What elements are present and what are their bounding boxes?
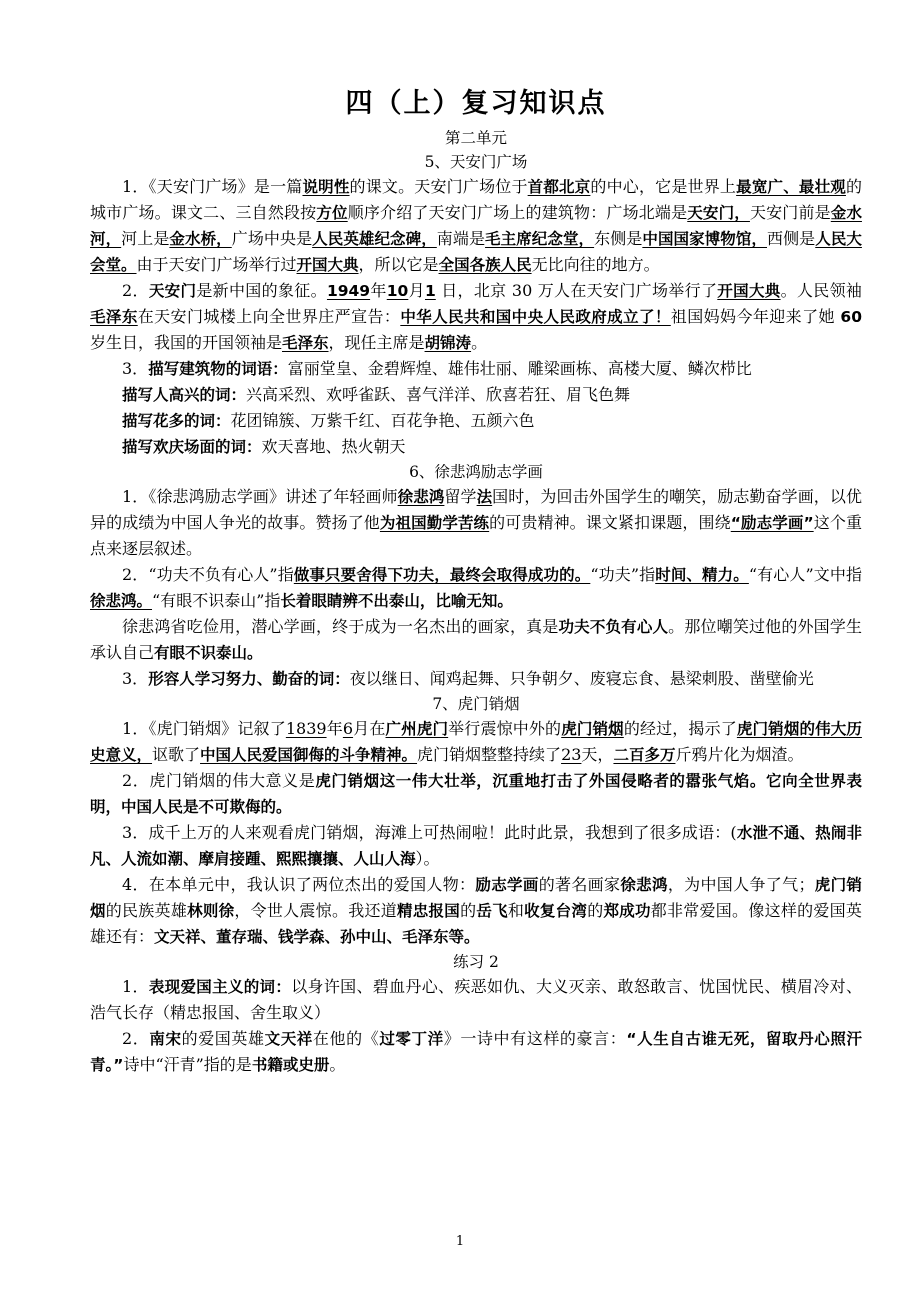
text-run: 的城市广场。课文二、三自然段按 [90, 177, 862, 222]
text-run: 月在 [353, 719, 386, 738]
key-point-underlined: 徐悲鸿 [397, 488, 445, 506]
key-point-underlined: 1949 [326, 282, 371, 300]
key-point-underlined: 法 [476, 488, 493, 506]
key-point-underlined: 10 [386, 282, 409, 300]
key-point-underlined: 中国国家博物馆， [642, 230, 767, 248]
text-run: 的经过，揭示了 [623, 719, 737, 738]
key-point-bold: “人生自古谁无死，留取丹心照汗青。” [90, 1030, 862, 1074]
lesson5-heading: 5、天安门广场 [424, 153, 528, 171]
key-point-underlined: 天安门， [687, 204, 750, 222]
text-run: 的可贵精神。课文紧扣课题，围绕 [489, 513, 731, 532]
text-run: ）。 [415, 849, 440, 868]
text-run: 兴高采烈、欢呼雀跃、喜气洋洋、欣喜若狂、眉飞色舞 [246, 385, 631, 404]
text-run: 斤鸦片化为烟渣。 [675, 745, 804, 764]
key-point-bold: 天安门 [148, 282, 197, 300]
lesson6-paragraph-3 [90, 666, 862, 692]
key-point-underlined: 人民英雄纪念碑， [312, 230, 437, 248]
text-run: 的民族英雄 [105, 901, 188, 920]
text-run: 欢天喜地、热火朝天 [261, 437, 406, 456]
lesson5-paragraph-3d [90, 434, 862, 460]
text-run: 广场中央是 [231, 229, 313, 248]
lesson7-paragraph-4 [90, 872, 862, 950]
key-point-bold: 60 [840, 308, 862, 326]
text-run: 夜以继日、闻鸡起舞、只争朝夕、废寝忘食、悬梁刺股、凿壁偷光 [349, 669, 814, 688]
text-run: 富丽堂皇、金碧辉煌、雄伟壮丽、雕梁画栋、高楼大厦、鳞次栉比 [287, 359, 752, 378]
page-number: 1 [455, 1234, 465, 1249]
key-point-underlined: 为祖国勤学苦练 [379, 514, 490, 532]
key-point-underlined: 二百多万 [613, 746, 676, 764]
text-run: 。 [471, 333, 488, 352]
key-point-underlined: 中国人民爱国御侮的斗争精神。 [200, 746, 418, 764]
text-run: 南端是 [436, 229, 486, 248]
text-run: 4．在本单元中，我认识了两位杰出的爱国人物： [122, 875, 476, 894]
text-run: 河上是 [121, 229, 170, 248]
text-run: 1．《徐悲鸿励志学画》讲述了年轻画师 [122, 487, 398, 506]
text-run: 和 [507, 901, 525, 920]
key-point-underlined: 最宽广、最壮观 [736, 178, 846, 196]
key-point-bold: 书籍或史册 [251, 1056, 330, 1074]
key-point-bold: 收复台湾 [524, 902, 588, 920]
text-run: 天安门前是 [749, 203, 831, 222]
key-point-underlined: 人民大会堂。 [90, 230, 862, 274]
key-point-underlined: 徐悲鸿。 [90, 592, 153, 610]
key-point-bold: 徐悲鸿 [620, 876, 668, 894]
text-run: 在天安门城楼上向全世界庄严宣告： [137, 307, 401, 326]
lesson7-heading: 7、虎门销烟 [432, 695, 520, 713]
key-point-underlined: 虎门销烟 [561, 720, 624, 738]
text-run: ，为中国人争了气； [667, 875, 815, 894]
lesson6-paragraph-1 [90, 484, 862, 562]
text-run: 花团锦簇、万紫千红、百花争艳、五颜六色 [230, 411, 535, 430]
lesson6-paragraph-2 [90, 562, 862, 614]
text-run: 。 [329, 1055, 346, 1074]
key-point-bold: 文天祥 [264, 1030, 313, 1048]
key-point-underlined: 说明性 [302, 178, 350, 196]
text-run: 3． [122, 359, 149, 378]
text-run: ，令世人震惊。我还道 [234, 901, 397, 920]
text-run: 的著名画家 [538, 875, 621, 894]
key-point-underlined: 胡锦涛 [424, 334, 472, 352]
key-point-underlined: 方位 [316, 204, 348, 222]
lesson5-paragraph-3 [90, 356, 862, 382]
key-point-bold: 岳飞 [476, 902, 508, 920]
text-run: 天， [581, 745, 614, 764]
page-title: 四（上）复习知识点 [345, 88, 607, 119]
text-run: 1839 [285, 719, 327, 738]
practice2-paragraph-1 [90, 974, 862, 1026]
text-run: 在他的《 [312, 1029, 380, 1048]
text-run: 的 [460, 901, 477, 920]
key-point-underlined: 时间、精力。 [655, 566, 749, 584]
lesson5-paragraph-2 [90, 278, 862, 356]
text-run: 的课文。天安门广场位于 [349, 177, 528, 196]
text-run: “有心人”文中指 [748, 565, 862, 584]
lesson5-paragraph-3c [90, 408, 862, 434]
text-run: 举行震惊中外的 [448, 719, 562, 738]
key-point-bold: 功夫不负有心人 [558, 618, 669, 636]
text-run: 2． [122, 1029, 150, 1048]
lesson7-paragraph-3 [90, 820, 862, 872]
text-run: 3． [122, 669, 149, 688]
unit-heading: 第二单元 [444, 129, 507, 147]
text-run: 留学 [444, 487, 477, 506]
practice2-paragraph-2 [90, 1026, 862, 1078]
lesson5-paragraph-1 [90, 174, 862, 278]
text-run: 西侧是 [767, 229, 816, 248]
text-run: 讴歌了 [152, 745, 201, 764]
key-point-bold: 描写欢庆场面的词： [122, 438, 262, 456]
key-point-underlined: “励志学画” [730, 514, 814, 532]
text-run: 年 [370, 281, 387, 300]
key-point-bold: 有眼不识泰山。 [154, 644, 263, 662]
text-run: 1．《天安门广场》是一篇 [122, 177, 303, 196]
key-point-bold: 表现爱国主义的词： [148, 978, 292, 996]
key-point-underlined: 全国各族人民 [438, 256, 532, 274]
text-run: 2． [122, 281, 149, 300]
text-run: 都非常爱国。像这样的爱国英雄还有： [90, 901, 862, 946]
key-point-bold: 过零丁洋 [379, 1030, 444, 1048]
text-run: ，现任主席是 [328, 333, 425, 352]
key-point-bold: 文天祥、董存瑞、钱学森、孙中山、毛泽东等。 [154, 928, 480, 946]
text-run: 年 [326, 719, 343, 738]
text-run: 。人民领袖 [780, 281, 862, 300]
text-run: 徐悲鸿省吃俭用，潜心学画，终于成为一名杰出的画家，真是 [122, 617, 559, 636]
text-run: 6 [342, 719, 354, 738]
text-run: 由于天安门广场举行过 [136, 255, 297, 274]
key-point-underlined: 首都北京 [527, 178, 591, 196]
text-run: 岁生日，我国的开国领袖是 [90, 333, 283, 352]
key-point-underlined: 开国大典 [717, 282, 781, 300]
key-point-bold: 励志学画 [475, 876, 539, 894]
key-point-bold: 精忠报国 [397, 902, 461, 920]
key-point-underlined: 虎门销烟的伟大历史意义， [90, 720, 862, 764]
key-point-bold: 南宋 [149, 1030, 182, 1048]
text-run: 以身许国、碧血丹心、疾恶如仇、大义灭亲、敢怒敢言、忧国忧民、横眉冷对、浩气长存（精忠报国、舍生取义） [90, 977, 862, 1022]
key-point-bold: 虎门销烟 [90, 876, 862, 920]
key-point-underlined: 金水河， [90, 204, 862, 248]
key-point-bold: 郑成功 [603, 902, 651, 920]
key-point-underlined: 毛泽东 [282, 334, 329, 352]
document-page [90, 0, 862, 1078]
text-run: 祖国妈妈今年迎来了她 [670, 307, 841, 326]
key-point-bold: 长着眼睛辨不出泰山，比喻无知。 [280, 592, 513, 610]
text-run: 23 [561, 745, 582, 764]
key-point-underlined: 金水桥， [169, 230, 232, 248]
text-run: 这个重点来逐层叙述。 [90, 513, 862, 558]
key-point-bold: 描写建筑物的词语： [148, 360, 288, 378]
text-run: 月 [408, 281, 425, 300]
key-point-bold: 描写人高兴的词： [122, 386, 247, 404]
text-run: 国时，为回击外国学生的嘲笑，励志勤奋学画，以优异的成绩为中国人争光的故事。赞扬了他 [90, 487, 862, 532]
key-point-underlined: 广州虎门 [385, 720, 449, 738]
key-point-underlined: 开国大典 [296, 256, 359, 274]
text-run: 》一诗中有这样的豪言： [443, 1029, 627, 1048]
text-run: 3．成千上万的人来观看虎门销烟，海滩上可热闹啦！此时此景，我想到了很多成语：( [122, 823, 737, 842]
text-run: 的 [587, 901, 604, 920]
key-point-bold: 水泄不通、热闹非凡、人流如潮、摩肩接踵、熙熙攘攘、人山人海 [90, 824, 862, 868]
text-run: 2．“功夫不负有心人”指 [122, 565, 294, 584]
key-point-underlined: 做事只要舍得下功夫，最终会取得成功的。 [293, 566, 591, 584]
lesson6-heading: 6、徐悲鸿励志学画 [409, 463, 543, 481]
text-run: 东侧是 [594, 229, 643, 248]
text-run: 1． [122, 977, 149, 996]
text-run: 诗中“汗青”指的是 [123, 1055, 252, 1074]
key-point-bold: 林则徐 [187, 902, 235, 920]
text-run: 2．虎门销烟的伟大意义是 [122, 771, 316, 790]
key-point-bold: 形容人学习努力、勤奋的词： [148, 670, 350, 688]
text-run: “功夫”指 [590, 565, 656, 584]
key-point-underlined: 中华人民共和国中央人民政府成立了！ [400, 308, 671, 326]
text-run: 是新中国的象征。 [196, 281, 327, 300]
text-run: 1．《虎门销烟》记叙了 [122, 719, 286, 738]
practice2-heading: 练习 2 [453, 953, 499, 971]
key-point-underlined: 毛泽东 [90, 308, 138, 326]
key-point-underlined: 毛主席纪念堂， [485, 230, 595, 248]
lesson5-paragraph-3b [90, 382, 862, 408]
lesson7-paragraph-1 [90, 716, 862, 768]
text-run: 的中心，它是世界上 [590, 177, 737, 196]
lesson6-paragraph-2b [90, 614, 862, 666]
key-point-bold: 描写花多的词： [122, 412, 231, 430]
key-point-underlined: 1 [424, 282, 436, 300]
text-run: 。那位嘲笑过他的外国学生承认自己 [90, 617, 862, 662]
text-run: 的爱国英雄 [181, 1029, 265, 1048]
key-point-bold: 虎门销烟这一伟大壮举，沉重地打击了外国侵略者的嚣张气焰。它向全世界表明，中国人民是不可欺侮的。 [90, 772, 862, 816]
text-run: 无比向往的地方。 [531, 255, 660, 274]
lesson7-paragraph-2 [90, 768, 862, 820]
text-run: 顺序介绍了天安门广场上的建筑物：广场北端是 [347, 203, 688, 222]
text-run: 日，北京 30 万人在天安门广场举行了 [435, 281, 718, 300]
text-run: ，所以它是 [358, 255, 439, 274]
text-run: “有眼不识泰山”指 [152, 591, 281, 610]
text-run: 虎门销烟整整持续了 [417, 745, 562, 764]
